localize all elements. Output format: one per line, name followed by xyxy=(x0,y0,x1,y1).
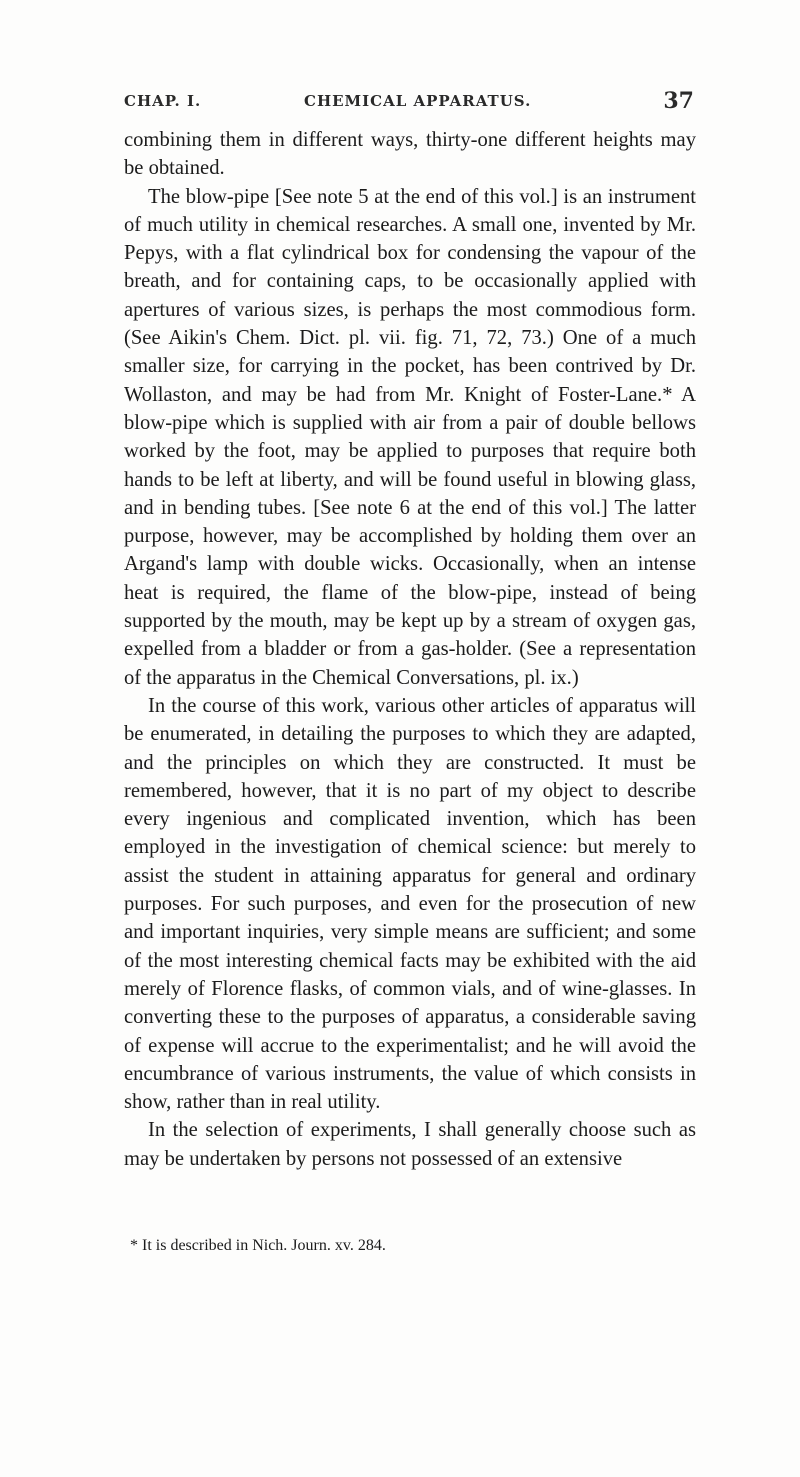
chapter-label: CHAP. I. xyxy=(124,92,202,110)
paragraph-blow-pipe: The blow-pipe [See note 5 at the end of this vol.] is an instrument of much utility in chemical researches. A small one, invented by Mr. Pepys, with a flat cylindrical box for condensing the vapour of the breath, and for containing caps, to be occasionally applied with apertures of various sizes, is perhaps the most commodious form. (See Aikin's Chem. Dict. pl. vii. fig. 71, 72, 73.) One of a much smaller size, for carrying in the pocket, has been contrived by Dr. Wollaston, and may be had from Mr. Knight of Foster-Lane.* A blow-pipe which is supplied with air from a pair of double bellows worked by the foot, may be applied to purposes that require both hands to be left at liberty, and will be found useful in blowing glass, and in bending tubes. [See note 6 at the end of this vol.] The latter purpose, however, may be accomplished by holding them over an Argand's lamp with double wicks. Occasionally, when an intense heat is required, the flame of the blow-pipe, instead of being supported by the mouth, may be kept up by a stream of oxygen gas, expelled from a bladder or from a gas-holder. (See a representation of the apparatus in the Chemical Conversations, pl. ix.) xyxy=(124,185,696,689)
running-title: CHEMICAL APPARATUS. xyxy=(304,92,532,110)
paragraph-continued: combining them in different ways, thirty-one different heights may be obtained. xyxy=(124,129,696,180)
running-header xyxy=(124,88,694,128)
footnote: * It is described in Nich. Journ. xv. 284. xyxy=(130,1237,386,1254)
paragraph-selection-of-experiments: In the selection of experiments, I shall generally choose such as may be undertaken by persons not possessed of an extensive xyxy=(124,1119,696,1170)
body-text xyxy=(124,126,696,1173)
paragraph-other-apparatus: In the course of this work, various other articles of apparatus will be enumerated, in detailing the purposes to which they are adapted, and the principles on which they are constructed. It must be remembered, however, that it is no part of my object to describe every ingenious and complicated invention, which has been employed in the investigation of chemical science: but merely to assist the student in attaining apparatus for general and ordinary purposes. For such purposes, and even for the prosecution of new and important inquiries, very simple means are sufficient; and some of the most interesting chemical facts may be exhibited with the aid merely of Florence flasks, of common vials, and of wine-glasses. In converting these to the purposes of apparatus, a considerable saving of expense will accrue to the experimentalist; and he will avoid the encumbrance of various instruments, the value of which consists in show, rather than in real utility. xyxy=(124,694,696,1114)
page-number: 37 xyxy=(663,88,694,114)
